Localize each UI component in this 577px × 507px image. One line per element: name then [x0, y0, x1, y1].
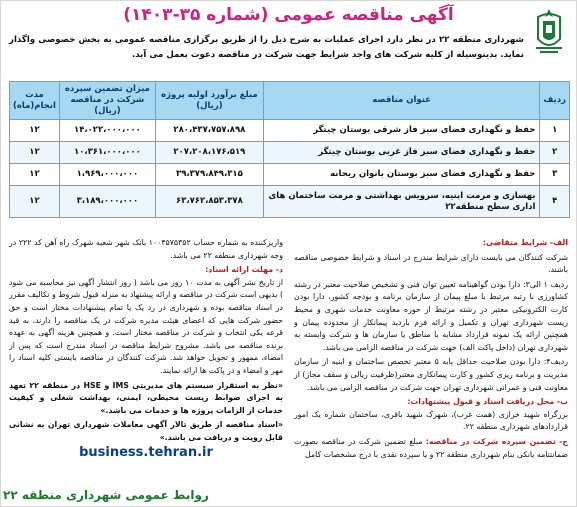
- site-note: «اسناد مناقصه از طریق تالار آگهی معاملات شهرداری تهران به نشانی قابل رویت و دریافت می باشد.»: [9, 420, 283, 442]
- conditions-right-column: [294, 237, 568, 502]
- section-a-body: شرکت کنندگان می بایست دارای شرایط مندرج در اسناد و شرایط خصوصی مناقصه باشند.: [294, 252, 568, 275]
- section-d-title: د- مهلت ارائه اسناد:: [205, 265, 283, 275]
- section-c-body-cont: واریزکننده به شماره حساب ۱۰۰۴۵۷۵۳۵۲ بانک شهر شعبه شهرک راه آهن کد ۲۲۲ در وجه شهرداری منطقه ۲۲ می باشد.: [9, 238, 283, 260]
- business-site-link[interactable]: business.tehran.ir: [79, 444, 213, 460]
- row-title: بهسازی و مرمت ابنیه، سرویس بهداشتی و مرمت ساختمان های اداری سطح منطقه۲۲: [263, 186, 540, 218]
- section-b-body: بزرگراه شهید خرازی (همت غرب)، شهرک شهید باقری، ساختمان شماره یک امور قراردادهای شهرداری منطقه ۲۲.: [294, 409, 568, 432]
- table-row: [10, 142, 570, 164]
- section-b-title: ب- محل دریافت اسناد و قبول پیشنهادات:: [407, 397, 568, 407]
- col-row-no: ردیف: [540, 82, 570, 120]
- row-title: حفظ و نگهداری فضای سبز فاز شرقی بوستان چیتگر: [263, 120, 540, 142]
- row-estimate: ۳۹،۳۷۹،۸۴۹،۳۱۵: [155, 164, 263, 186]
- section-c-title: ج- تضمین سپرده شرکت در مناقصه:: [425, 436, 568, 446]
- section-a-row4: ردیف۴: دارا بودن صلاحیت حداقل پایه ۵ معتبر تخصص ساختمان و ابنیه از سازمان مدیریت و برنامه ریزی کشور و کارت پیمانکاری معتبر(ظرفیت ریالی و سقف مجاز) از معاونت فنی و عمرانی شهرداری تهران جهت شرکت در مناقصه الزامی می باشد.: [294, 357, 569, 392]
- col-title: عنوان مناقصه: [263, 82, 540, 120]
- row-title: حفظ و نگهداری فضای سبز فاز غربی بوستان چیتگر: [263, 142, 540, 164]
- row-estimate: ۶۳،۷۶۲،۸۵۳،۳۷۸: [155, 186, 263, 218]
- section-a-rows: ردیف ۱ الی۳: دارا بودن گواهینامه تعیین توان فنی و تشخیص صلاحیت معتبر در رشته کشاورزی با رتبه مرتبط با مبلغ پیمان از سازمان برنامه و بودجه کشور، دارا بودن کارت الکترونیکی معتبر در رشته مرتبط از حوزه معاونت خدمات شهری و محیط زیست شهرداری تهران و تکمیل و ارائه فرم بازدید پیمانکار از محدوده پیمان و همچنین ارائه یک نمونه قرارداد مشابه با مناطق یا سازمان ها و شرکت وابسته به شهرداری تهران (داخل پاکت الف) جهت شرکت در مناقصه الزامی می باشد.: [294, 279, 568, 352]
- table-row: [10, 186, 570, 218]
- row-no: ۱: [540, 120, 570, 142]
- tehran-municipality-emblem-icon: [528, 7, 570, 57]
- row-guarantee: ۳،۱۸۹،۰۰۰،۰۰۰: [59, 186, 155, 218]
- row-estimate: ۲۰۷،۲۰۸،۱۷۶،۵۱۹: [155, 142, 263, 164]
- section-a-title: الف- شرایط متقاضی:: [482, 238, 568, 247]
- section-c-body: مبلغ تضمین شرکت در مناقصه بصورت ضمانتنامه بانکی بنام شهرداری منطقه ۲۲ و یا سپرده نقدی با درج مشخصات کامل: [294, 436, 568, 459]
- row-no: ۴: [540, 186, 570, 218]
- row-guarantee: ۱۰،۳۶۱،۰۰۰،۰۰۰: [59, 142, 155, 164]
- row-guarantee: ۱،۹۶۹،۰۰۰،۰۰۰: [59, 164, 155, 186]
- notice-title: آگهی مناقصه عمومی (شماره ۳۵-۱۴۰۳): [123, 5, 454, 25]
- section-d-body: از تاریخ نشر آگهی به مدت ۱۰ روز می باشد ( روز انتشار آگهی نیز محاسبه می شود ) بدیهی است شرکت در مناقصه و ارائه پیشنهاد به منزله قبول شروط و تکالیف مقرر در اسناد مناقصه بوده و شهرداری در رد یک یا تمام پیشنهادات مختار است و حق حضور شرکت هایی که اعضای هیئت مدیره شرکت در یک مناقصه را دارند، به قید قرعه یکی انتخاب و شرکت در مناقصه مختار است. و همچنین هزینه آگهی به عهده برنده مناقصه می باشد. مشروح شرایط مناقصه در اسناد مندرج است که پس از امضاء، ممهور و تحویل خواهد شد. شرکت کنندگان در مناقصه بایستی کلیه اسناد را مهر و امضاء و در پاکت ها ارائه نمایند.: [9, 277, 283, 375]
- row-guarantee: ۱۴،۰۲۲،۰۰۰،۰۰۰: [59, 120, 155, 142]
- ims-hse-note: «نظر به استقرار سیستم های مدیریتی IMS و HSE در منطقه ۲۲ تعهد به اجرای ضوابط زیست محیطی، ایمنی، بهداشت شغلی و کیفیت خدمات از الزامات پروژه ها و خدمات می باشد.»: [9, 380, 283, 415]
- tender-table: [9, 81, 570, 218]
- row-duration: ۱۲: [10, 120, 60, 142]
- table-row: [10, 120, 570, 142]
- col-estimate: مبلغ برآورد اولیه پروژه (ریال): [155, 82, 263, 120]
- conditions-section: [9, 237, 568, 502]
- row-duration: ۱۲: [10, 164, 60, 186]
- row-estimate: ۲۸۰،۴۳۷،۷۵۷،۸۹۸: [155, 120, 263, 142]
- row-duration: ۱۲: [10, 186, 60, 218]
- table-row: [10, 164, 570, 186]
- public-relations-signature: روابط عمومی شهرداری منطقه ۲۲: [3, 488, 209, 502]
- notice-intro: شهرداری منطقه ۲۲ در نظر دارد اجرای عملیات به شرح ذیل را از طریق برگزاری مناقصه عمومی به بخش خصوصی واگذار نماید. بدینوسیله از کلیه شرکت های واجد شرایط جهت شرکت در مناقصه دعوت بعمل می آید.: [9, 35, 525, 60]
- col-guarantee: میزان تضمین سپرده شرکت در مناقصه (ریال): [59, 82, 155, 120]
- conditions-left-column: [9, 237, 283, 502]
- row-title: حفظ و نگهداری فضای سبز بوستان بانوان ریحانه: [263, 164, 540, 186]
- row-no: ۳: [540, 164, 570, 186]
- table-header-row: [10, 82, 570, 120]
- row-no: ۲: [540, 142, 570, 164]
- row-duration: ۱۲: [10, 142, 60, 164]
- col-duration: مدت انجام(ماه): [10, 82, 60, 120]
